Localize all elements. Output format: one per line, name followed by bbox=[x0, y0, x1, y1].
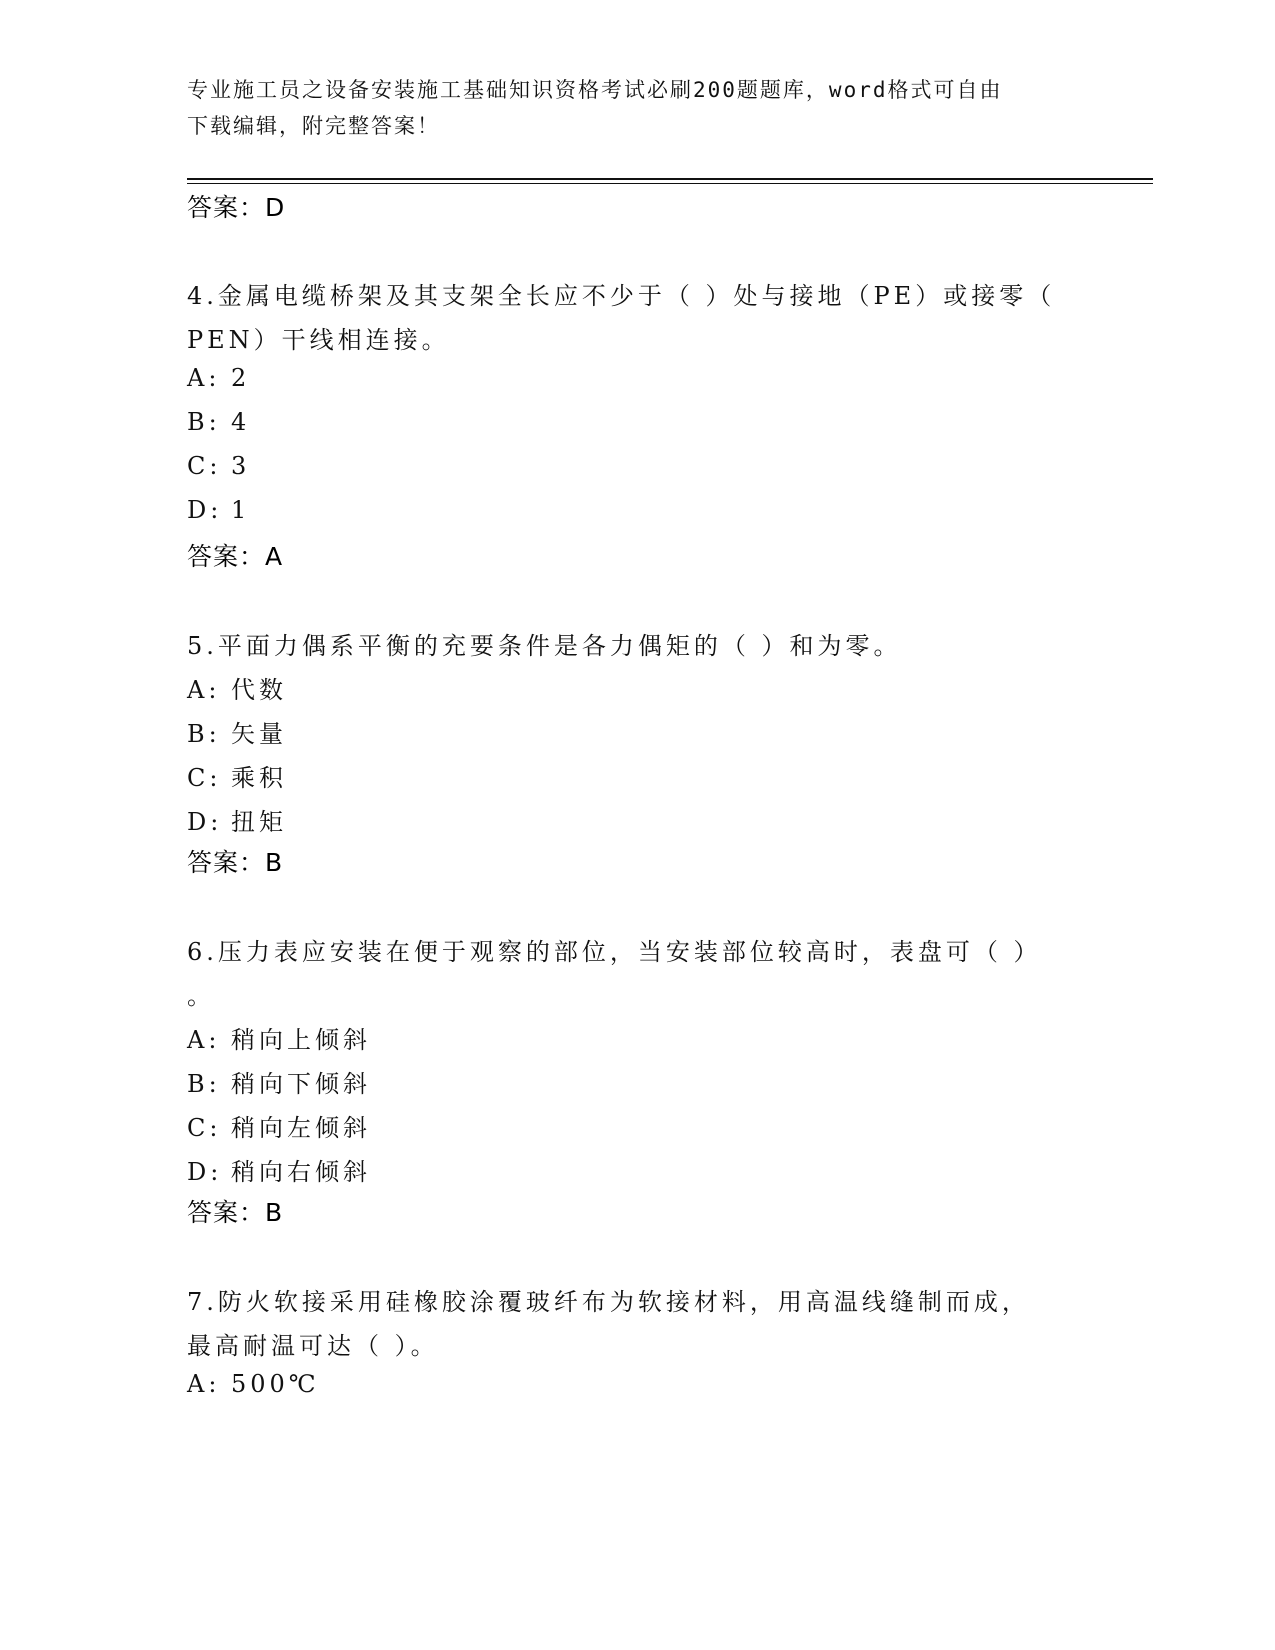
header-line-2: 下载编辑，附完整答案！ bbox=[187, 114, 440, 138]
option-key: A: bbox=[187, 1370, 221, 1398]
question-4-line-2: PEN）干线相连接。 bbox=[187, 326, 450, 354]
option-key: A: bbox=[187, 676, 221, 704]
option-key: A: bbox=[187, 364, 221, 392]
answer-prefix: 答案： bbox=[187, 542, 266, 571]
option-key: D: bbox=[187, 808, 223, 836]
answer-value: A bbox=[265, 542, 284, 571]
option-text: 500℃ bbox=[231, 1370, 320, 1398]
answer-q4 bbox=[187, 537, 283, 573]
option-text: 3 bbox=[231, 452, 251, 480]
question-7-option-a bbox=[187, 1370, 320, 1398]
option-text: 稍向上倾斜 bbox=[231, 1026, 371, 1054]
question-4-option-d bbox=[187, 496, 250, 524]
question-5-line-1: 5.平面力偶系平衡的充要条件是各力偶矩的（ ）和为零。 bbox=[187, 632, 902, 660]
option-text: 矢量 bbox=[231, 720, 287, 748]
answer-value: B bbox=[265, 848, 284, 877]
answer-value: B bbox=[265, 1198, 284, 1227]
question-4-option-b bbox=[187, 408, 250, 436]
question-6-line-1: 6.压力表应安装在便于观察的部位，当安装部位较高时，表盘可（ ） bbox=[187, 938, 1042, 966]
option-key: B: bbox=[187, 720, 221, 748]
option-text: 扭矩 bbox=[231, 808, 287, 836]
option-key: D: bbox=[187, 496, 223, 524]
question-7-line-1: 7.防火软接采用硅橡胶涂覆玻纤布为软接材料，用高温线缝制而成， bbox=[187, 1288, 1030, 1316]
question-5-option-b bbox=[187, 714, 287, 749]
answer-prefix: 答案： bbox=[187, 848, 266, 877]
answer-prefix: 答案： bbox=[187, 1198, 266, 1227]
question-6-option-a bbox=[187, 1020, 371, 1055]
option-text: 稍向左倾斜 bbox=[231, 1114, 371, 1142]
answer-value: D bbox=[265, 193, 286, 222]
answer-q6 bbox=[187, 1193, 283, 1229]
option-key: B: bbox=[187, 408, 221, 436]
option-text: 稍向下倾斜 bbox=[231, 1070, 371, 1098]
header-line-1: 专业施工员之设备安装施工基础知识资格考试必刷200题题库，word格式可自由 bbox=[187, 78, 1003, 102]
answer-q5 bbox=[187, 843, 283, 879]
option-text: 乘积 bbox=[231, 764, 287, 792]
question-6-option-c bbox=[187, 1108, 371, 1143]
option-key: B: bbox=[187, 1070, 221, 1098]
answer-q3 bbox=[187, 188, 285, 224]
header-divider-thin bbox=[187, 183, 1153, 184]
answer-prefix: 答案： bbox=[187, 193, 266, 222]
option-text: 稍向右倾斜 bbox=[231, 1158, 371, 1186]
option-text: 1 bbox=[231, 496, 251, 524]
question-6-line-2: 。 bbox=[187, 982, 215, 1010]
question-5-option-d bbox=[187, 802, 287, 837]
question-4-option-c bbox=[187, 452, 250, 480]
option-key: D: bbox=[187, 1158, 223, 1186]
option-key: C: bbox=[187, 452, 222, 480]
question-4-line-1: 4.金属电缆桥架及其支架全长应不少于（ ）处与接地（PE）或接零（ bbox=[187, 282, 1056, 310]
document-header bbox=[187, 72, 1087, 144]
option-key: C: bbox=[187, 1114, 222, 1142]
option-text: 代数 bbox=[231, 676, 287, 704]
header-divider-thick bbox=[187, 178, 1153, 180]
question-6-option-d bbox=[187, 1152, 371, 1187]
question-5-option-a bbox=[187, 670, 287, 705]
option-text: 2 bbox=[231, 364, 251, 392]
question-4-option-a bbox=[187, 364, 250, 392]
question-7-line-2: 最高耐温可达（ ）。 bbox=[187, 1332, 439, 1360]
question-5-option-c bbox=[187, 758, 287, 793]
option-text: 4 bbox=[231, 408, 251, 436]
question-6-option-b bbox=[187, 1064, 371, 1099]
option-key: A: bbox=[187, 1026, 221, 1054]
option-key: C: bbox=[187, 764, 222, 792]
